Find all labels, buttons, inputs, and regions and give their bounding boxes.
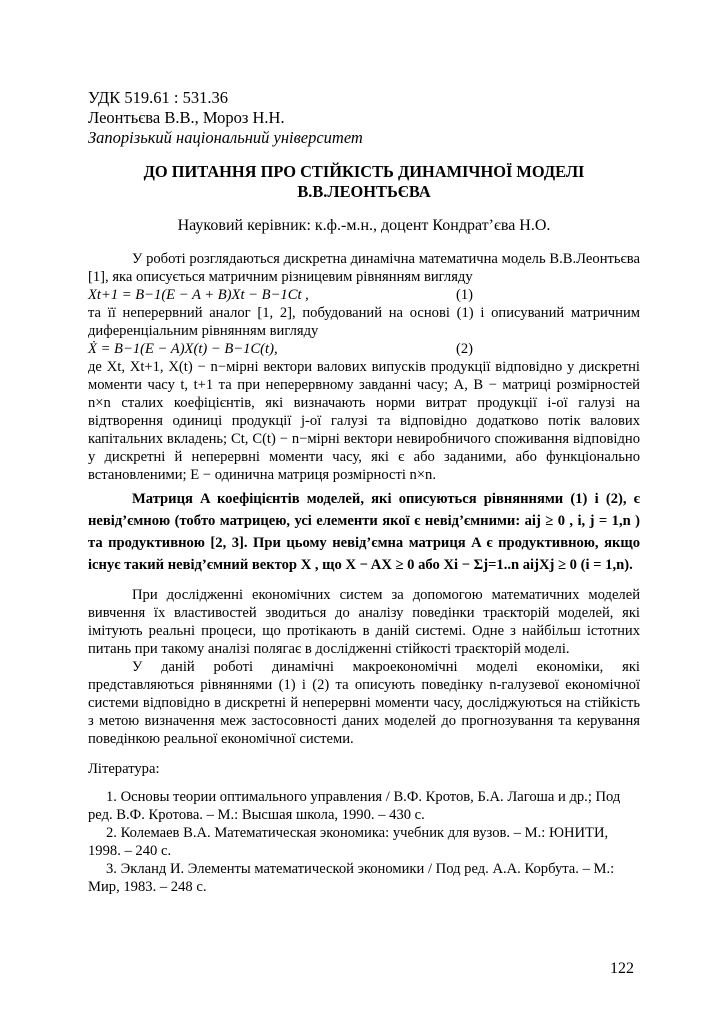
paragraph-3: де Xt, Xt+1, X(t) − n−мірні вектори валових випусків продукції відповідно у дискретні моменти часу t, t+1 та при неперервному завданні часу; A, B − матриці розмірностей n×n сталих коефіцієнтів, які визначають норми витрат продукції i-ої галузі на відтворення одиниці продукції j-ої галузі та відповідно додатково потік валових капітальних вкладень; Ct, C(t) − n−мірні вектори невиробничого споживання відповідно у дискретні й неперервні моменти часу, які є або заданими, або функціонально встановленими; E − одинична матриця розмірності n×n. — [88, 359, 640, 483]
reference-list — [88, 788, 640, 896]
equation-1-formula: Xt+1 = B−1(E − A + B)Xt − B−1Ct , — [88, 287, 309, 303]
reference-item: 3. Экланд И. Элементы математической экономики / Под ред. А.А. Корбута. – М.: Мир, 1983. – 248 с. — [88, 861, 615, 895]
equation-2 — [88, 340, 473, 358]
reference-item: 2. Колемаев В.А. Математическая экономика: учебник для вузов. – М.: ЮНИТИ, 1998. – 240 с. — [88, 825, 609, 859]
udk-code: УДК 519.61 : 531.36 — [88, 88, 228, 107]
paper-title — [88, 162, 640, 202]
references-heading: Література: — [88, 761, 160, 777]
equation-1 — [88, 286, 473, 304]
title-line-2: В.В.ЛЕОНТЬЄВА — [297, 182, 431, 201]
paragraph-4: Матриця A коефіцієнтів моделей, які описуються рівняннями (1) і (2), є невід’ємною (тобто матрицею, усі елементи якої є невід’ємними: aij ≥ 0 , i, j = 1,n ) та продуктивною [2, 3]. При цьому невід’ємна матриця A є продуктивною, якщо існує такий невід’ємний вектор X , що X − AX ≥ 0 або Xi − Σj=1..n aijXj ≥ 0 (i = 1,n). — [88, 491, 640, 573]
equation-1-number: (1) — [455, 287, 473, 303]
paragraph-2: та її неперервний аналог [1, 2], побудований на основі (1) і описуваний матричним диференціальним рівнянням вигляду — [88, 305, 640, 339]
paragraph-5: При дослідженні економічних систем за допомогою математичних моделей вивчення їх властивостей зводиться до аналізу поведінки траєкторій моделей, які імітують реальні процеси, що протікають в даній системі. Одне з найбільш істотних питань при такому аналізі полягає в дослідженні стійкості траєкторій моделі. — [88, 587, 640, 657]
references — [88, 760, 640, 896]
affiliation: Запорізький національний університет — [88, 128, 363, 147]
equation-2-formula: Ẋ = B−1(E − A)X(t) − B−1C(t), — [88, 341, 278, 357]
paragraph-6: У даній роботі динамічні макроекономічні моделі економіки, які представляються рівняннями (1) і (2) та описують поведінку n-галузевої економічної системи відповідно в дискретні й неперервні моменти часу, досліджуються на стійкість з метою визначення меж застосовності даних моделей до прогнозування та керування поведінкою реальної економічної системи. — [88, 659, 640, 747]
page-number: 122 — [610, 960, 634, 977]
equation-2-number: (2) — [455, 341, 473, 357]
authors: Леонтьєва В.В., Мороз Н.Н. — [88, 108, 285, 127]
paragraph-1: У роботі розглядаються дискретна динамічна математична модель В.В.Леонтьєва [1], яка описується матричним різницевим рівнянням вигляду — [88, 251, 640, 285]
reference-item: 1. Основы теории оптимального управления / В.Ф. Кротов, Б.А. Лагоша и др.; Под ред. В.Ф. Кротова. – М.: Высшая школа, 1990. – 430 с. — [88, 789, 621, 823]
paper-page — [88, 88, 640, 896]
supervisor: Науковий керівник: к.ф.-м.н., доцент Кондрат’єва Н.О. — [177, 217, 551, 234]
title-line-1: ДО ПИТАННЯ ПРО СТІЙКІСТЬ ДИНАМІЧНОЇ МОДЕЛІ — [143, 162, 585, 181]
